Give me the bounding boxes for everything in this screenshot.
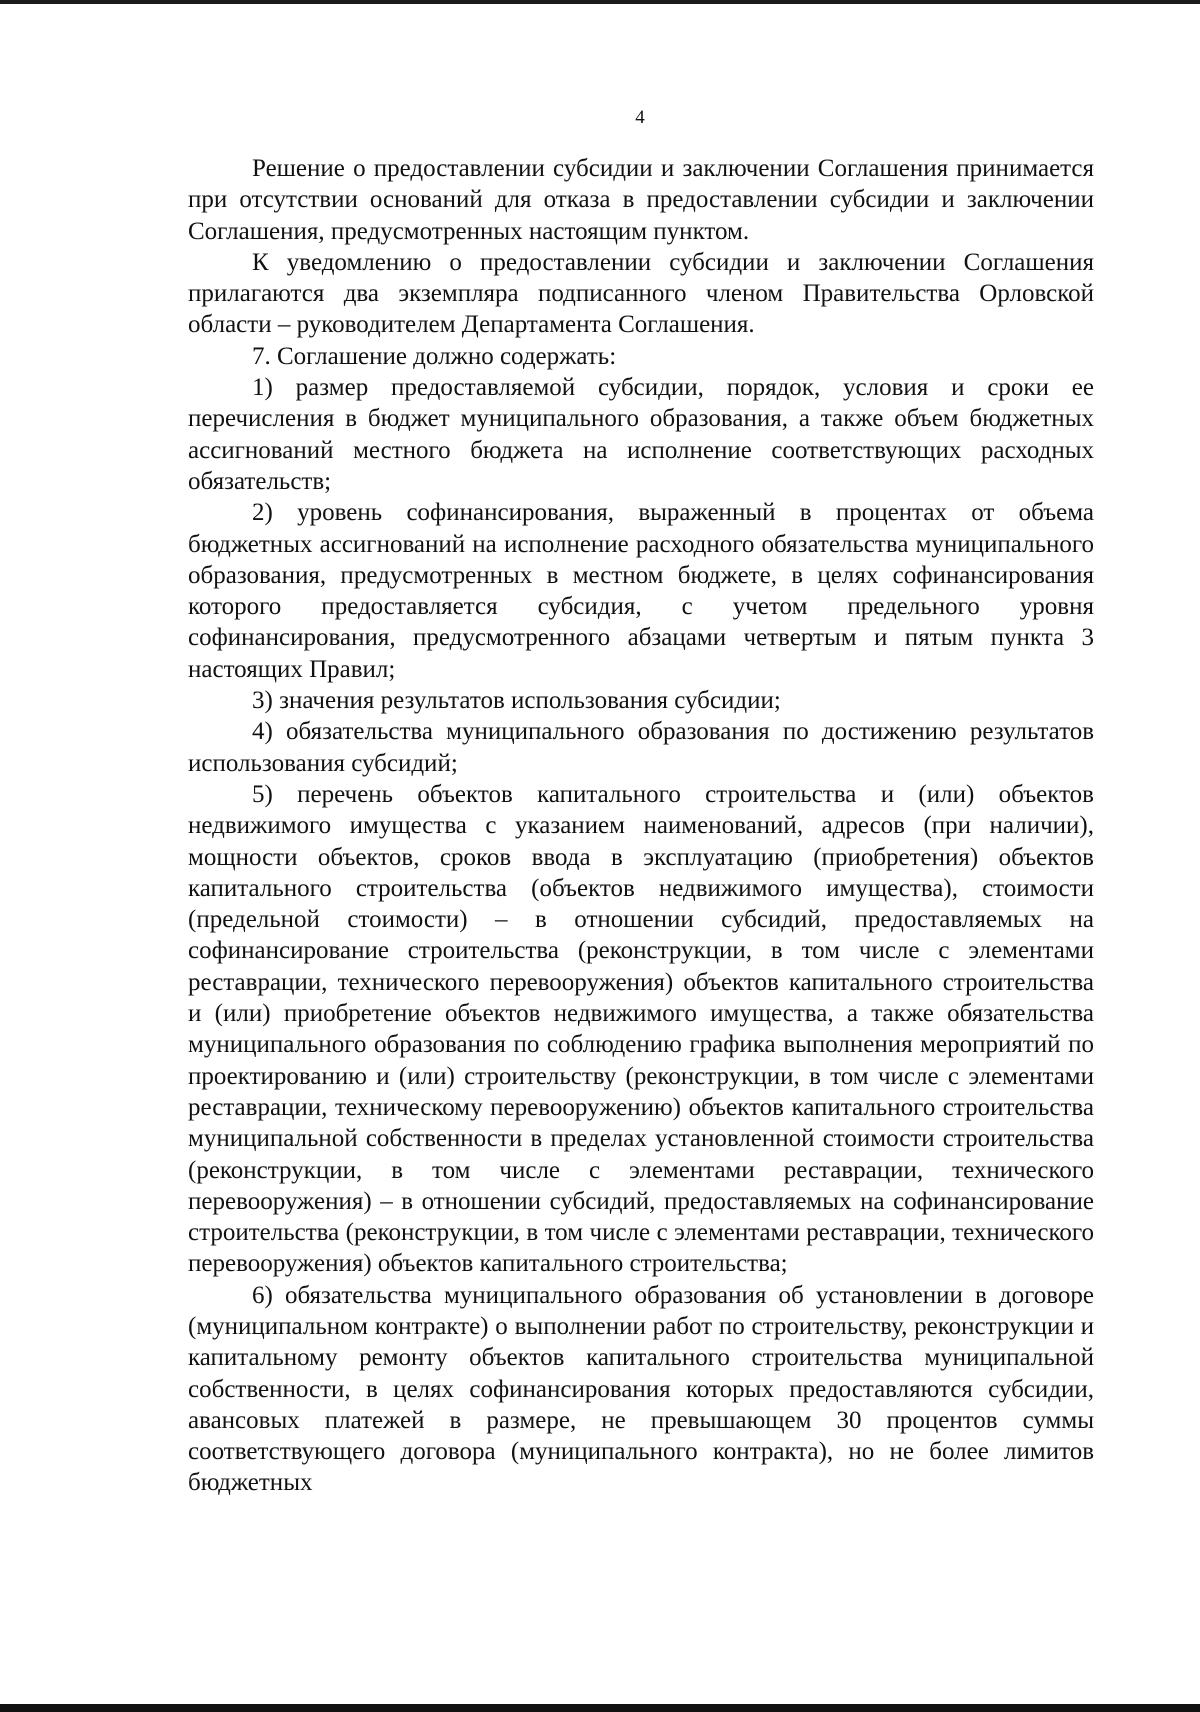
scan-top-edge — [0, 0, 1200, 4]
paragraph-item-7-heading: 7. Соглашение должно содержать: — [252, 342, 617, 370]
list-item-5: 5) перечень объектов капитального строительства и (или) объектов недвижимого имущества с указанием наименований, адресов (при наличии), мощности объектов, сроков ввода в эксплуатацию (приобретения) объектов капитального строительства (объектов недвижимого имущества), стоимости (предельной стоимости) – в отношении субсидий, предоставляемых на софинансирование строительства (реконструкции, в том числе с элементами реставрации, технического перевооружения) объектов капитального строительства и (или) приобретение объектов недвижимого имущества, а также обязательства муниципального образования по соблюдению графика выполнения мероприятий по проектированию и (или) строительству (реконструкции, в том числе с элементами реставрации, техническому перевооружению) объектов капитального строительства муниципальной собственности в пределах установленной стоимости строительства (реконструкции, в том числе с элементами реставрации, технического перевооружения) – в отношении субсидий, предоставляемых на софинансирование строительства (реконструкции, в том числе с элементами реставрации, технического перевооружения) объектов капитального строительства; — [188, 780, 1094, 1278]
list-item-1: 1) размер предоставляемой субсидии, порядок, условия и сроки ее перечисления в бюджет муниципального образования, а также объем бюджетных ассигнований местного бюджета на исполнение соответствующих расходных обязательств; — [188, 374, 1094, 495]
scan-bottom-edge — [0, 1704, 1200, 1712]
list-item-3: 3) значения результатов использования субсидии; — [252, 687, 781, 715]
list-item-6: 6) обязательства муниципального образования об установлении в договоре (муниципальном контракте) о выполнении работ по строительству, реконструкции и капитальному ремонту объектов капитального строительства муниципальной собственности, в целях софинансирования которых предоставляются субсидии, авансовых платежей в размере, не превышающем 30 процентов суммы соответствующего договора (муниципального контракта), но не более лимитов бюджетных — [188, 1281, 1094, 1497]
paragraph-notification: К уведомлению о предоставлении субсидии и заключении Соглашения прилагаются два экземпляра подписанного членом Правительства Орловской области – руководителем Департамента Соглашения. — [188, 248, 1094, 339]
document-body — [188, 153, 1094, 1499]
list-item-4: 4) обязательства муниципального образования по достижению результатов использования субсидий; — [188, 718, 1094, 777]
page-number: 4 — [635, 107, 645, 128]
list-item-2: 2) уровень софинансирования, выраженный в процентах от объема бюджетных ассигнований на исполнение расходного обязательства муниципального образования, предусмотренных в местном бюджете, в целях софинансирования которого предоставляется субсидия, с учетом предельного уровня софинансирования, предусмотренного абзацами четвертым и пятым пункта 3 настоящих Правил; — [188, 499, 1094, 683]
paragraph-decision: Решение о предоставлении субсидии и заключении Соглашения принимается при отсутствии оснований для отказа в предоставлении субсидии и заключении Соглашения, предусмотренных настоящим пунктом. — [188, 155, 1094, 245]
